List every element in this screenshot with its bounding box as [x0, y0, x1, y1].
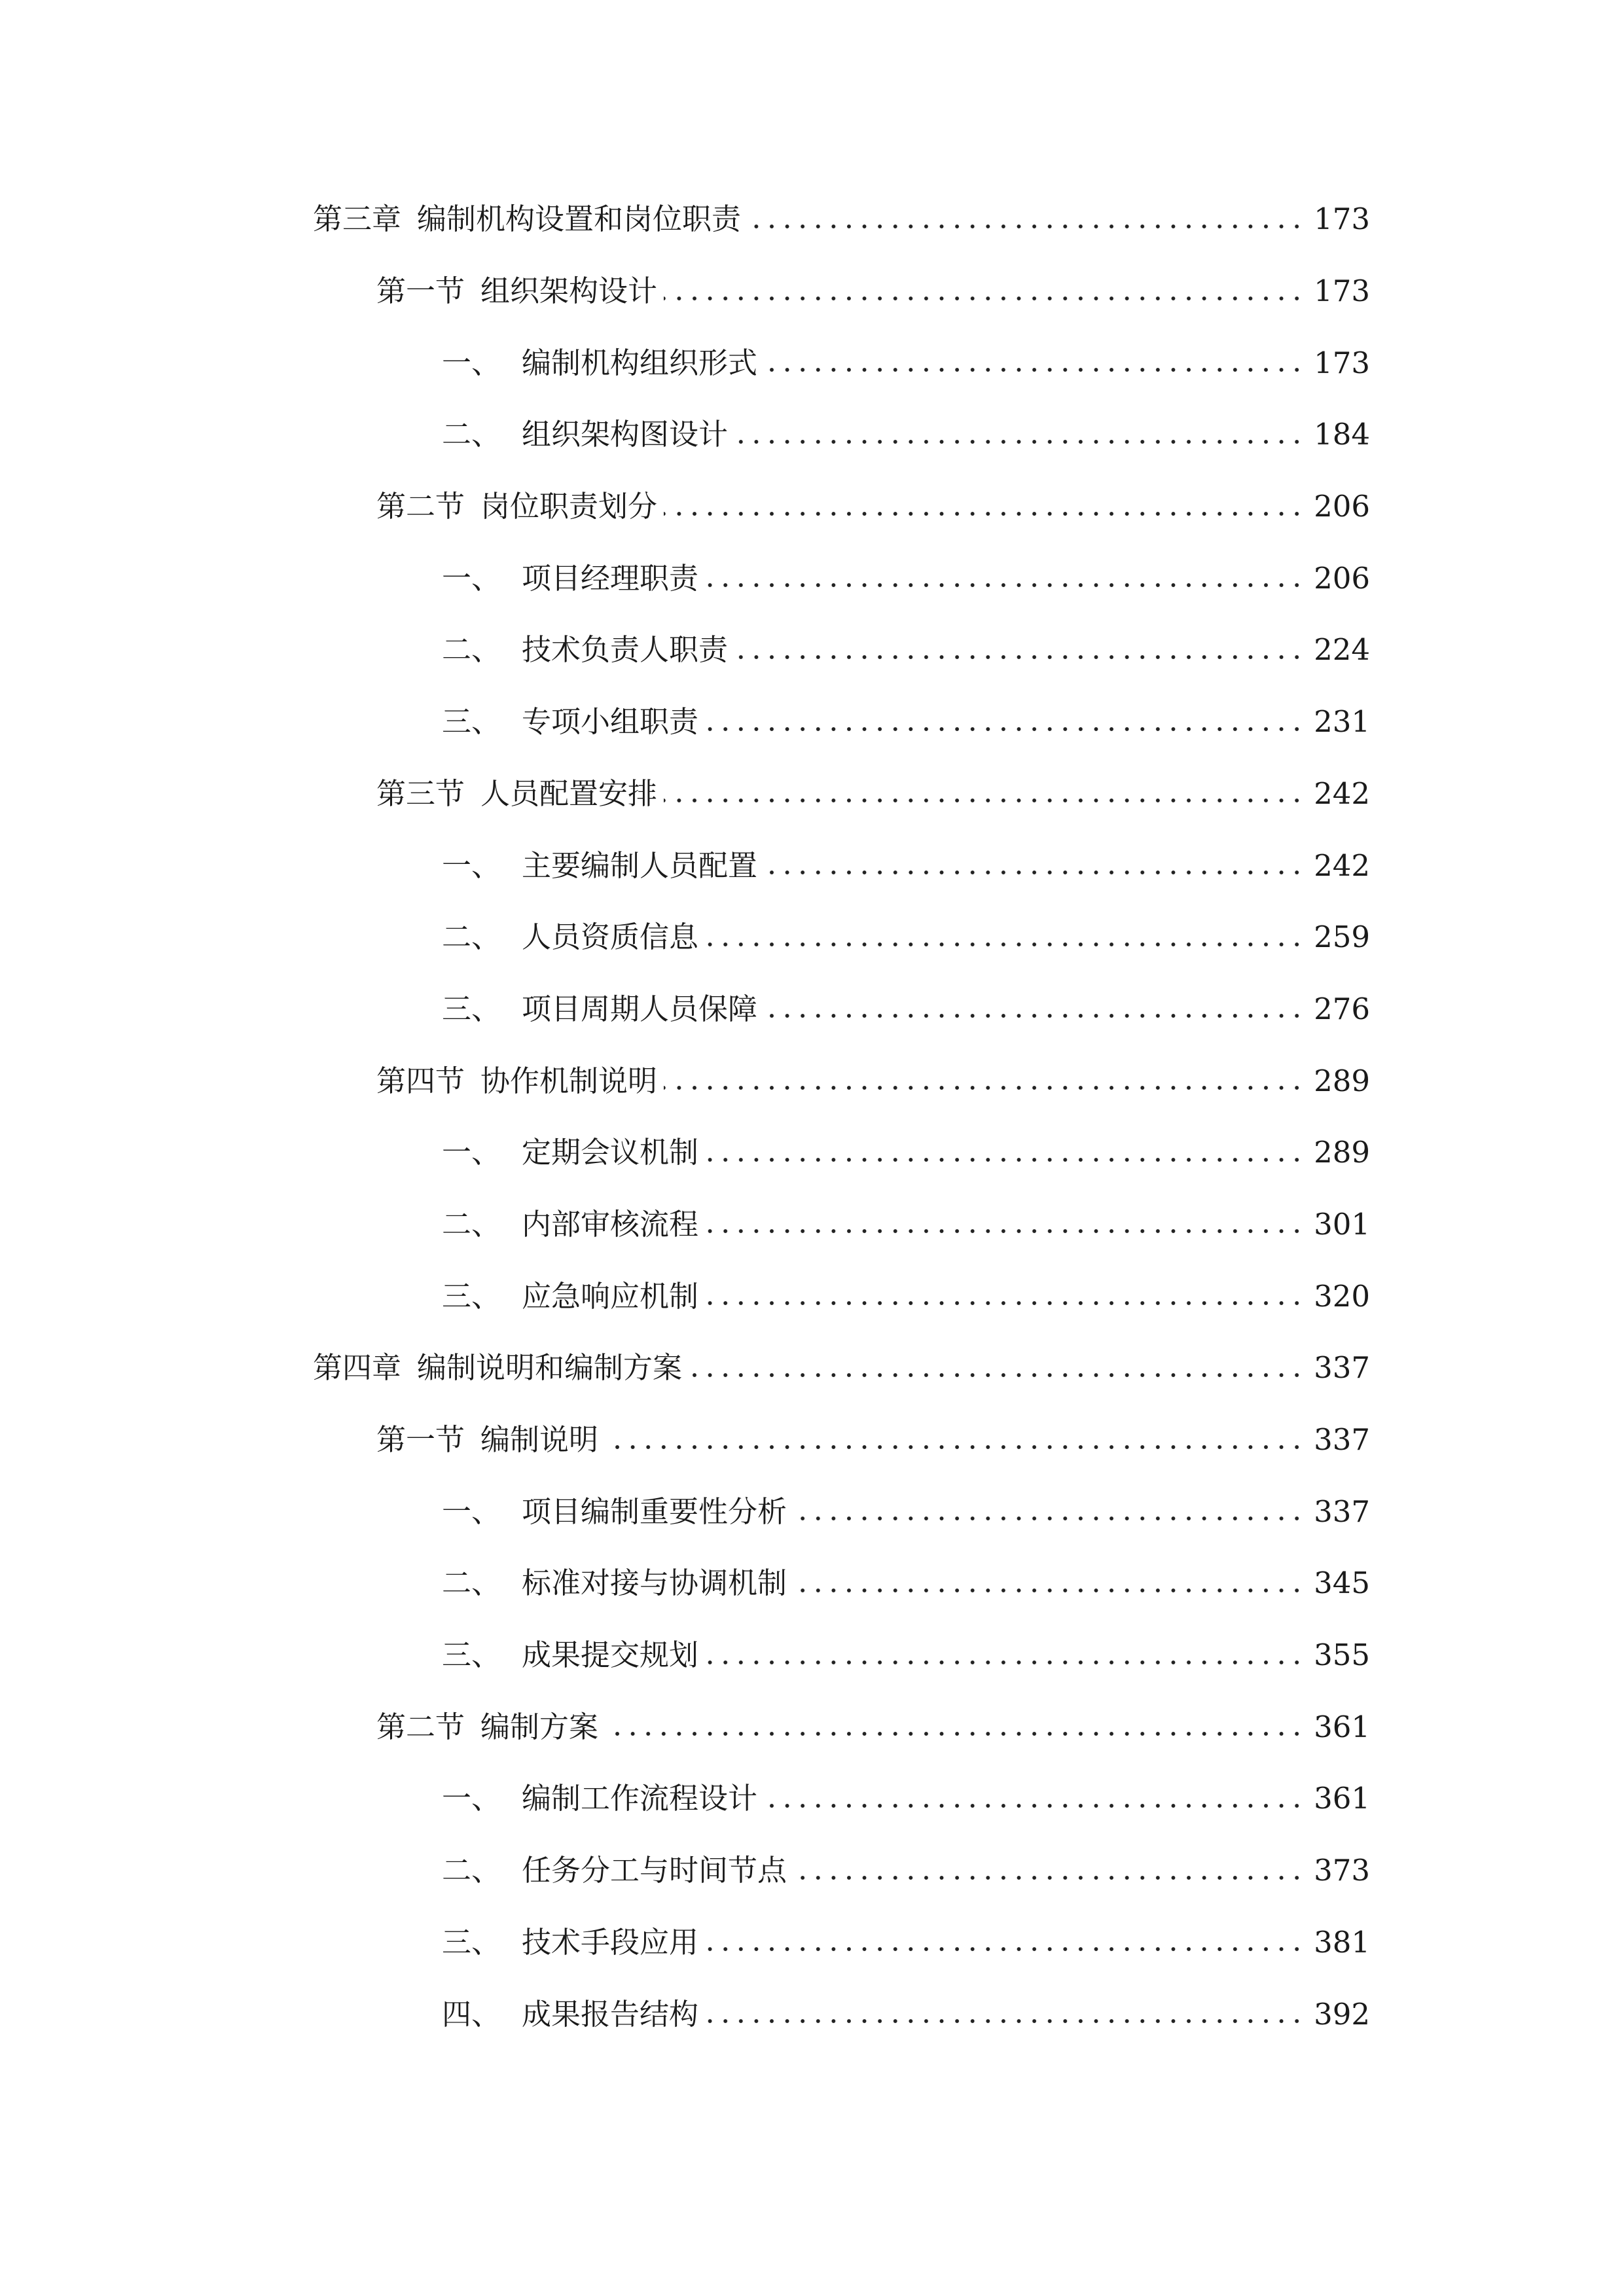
toc-page-number: 276: [1314, 991, 1370, 1026]
toc-subsection-entry[interactable]: [0, 973, 1624, 1045]
toc-subsection-entry[interactable]: [0, 1978, 1624, 2050]
dot-leader: [705, 1300, 1305, 1306]
toc-page-number: 259: [1314, 920, 1370, 955]
toc-section-entry[interactable]: [0, 1691, 1624, 1763]
dot-leader: [705, 2018, 1305, 2024]
toc-page-number: 206: [1314, 489, 1370, 524]
toc-entry-number: 三、: [442, 1638, 501, 1673]
toc-entry-number: 三、: [442, 1924, 501, 1960]
dot-leader: [705, 726, 1305, 732]
toc-subsection-entry[interactable]: [0, 1619, 1624, 1691]
toc-page-number: 355: [1314, 1638, 1370, 1673]
toc-entry-title: 成果提交规划: [522, 1638, 699, 1673]
toc-entry-number: 二、: [442, 632, 501, 668]
toc-page-number: 231: [1314, 704, 1370, 740]
toc-entry-title: 编制方案: [480, 1709, 599, 1744]
toc-entry-number: 第一节: [376, 274, 465, 309]
toc-entry-number: 一、: [442, 1781, 501, 1816]
toc-section-entry[interactable]: [0, 471, 1624, 543]
toc-entry-title: 成果报告结构: [522, 1996, 699, 2032]
toc-page-number: 224: [1314, 632, 1370, 668]
toc-entry-title: 编制说明: [480, 1422, 599, 1458]
toc-entry-number: 二、: [442, 1206, 501, 1242]
toc-subsection-entry[interactable]: [0, 1475, 1624, 1547]
dot-leader: [793, 1515, 1305, 1522]
toc-entry-number: 四、: [442, 1996, 501, 2032]
toc-subsection-entry[interactable]: [0, 399, 1624, 471]
toc-page-number: 173: [1314, 345, 1370, 380]
toc-entry-title: 组织架构设计: [480, 274, 658, 309]
toc-subsection-entry[interactable]: [0, 327, 1624, 399]
toc-subsection-entry[interactable]: [0, 1763, 1624, 1835]
toc-entry-title: 项目编制重要性分析: [522, 1494, 787, 1529]
toc-section-entry[interactable]: [0, 1404, 1624, 1476]
dot-leader: [664, 295, 1305, 302]
toc-page-number: 337: [1314, 1494, 1370, 1529]
dot-leader: [664, 1085, 1305, 1091]
toc-entry-number: 第四节: [376, 1063, 465, 1098]
toc-entry-number: 二、: [442, 417, 501, 452]
toc-page-number: 381: [1314, 1924, 1370, 1960]
dot-leader: [705, 941, 1305, 948]
toc-page-number: 301: [1314, 1206, 1370, 1242]
toc-page-number: 320: [1314, 1278, 1370, 1314]
table-of-contents: [0, 183, 1624, 2050]
toc-subsection-entry[interactable]: [0, 1907, 1624, 1979]
dot-leader: [664, 797, 1305, 804]
toc-entry-number: 三、: [442, 1278, 501, 1314]
toc-entry-title: 人员资质信息: [522, 920, 699, 955]
toc-page-number: 289: [1314, 1063, 1370, 1098]
dot-leader: [793, 1587, 1305, 1594]
toc-entry-title: 编制机构设置和岗位职责: [417, 202, 742, 237]
toc-entry-title: 应急响应机制: [522, 1278, 699, 1314]
toc-entry-number: 二、: [442, 920, 501, 955]
toc-page-number: 337: [1314, 1350, 1370, 1386]
dot-leader: [764, 1013, 1305, 1019]
toc-entry-title: 人员配置安排: [480, 776, 658, 811]
toc-entry-title: 编制工作流程设计: [522, 1781, 758, 1816]
toc-page-number: 373: [1314, 1853, 1370, 1888]
toc-page-number: 173: [1314, 274, 1370, 309]
toc-entry-number: 第一节: [376, 1422, 465, 1458]
toc-entry-title: 编制说明和编制方案: [417, 1350, 683, 1386]
dot-leader: [705, 1157, 1305, 1163]
toc-subsection-entry[interactable]: [0, 1835, 1624, 1907]
toc-page-number: 361: [1314, 1709, 1370, 1744]
toc-entry-title: 岗位职责划分: [480, 489, 658, 524]
dot-leader: [605, 1444, 1305, 1450]
dot-leader: [605, 1731, 1305, 1737]
toc-entry-number: 三、: [442, 991, 501, 1026]
toc-page-number: 392: [1314, 1996, 1370, 2032]
toc-entry-title: 任务分工与时间节点: [522, 1853, 787, 1888]
toc-entry-title: 项目周期人员保障: [522, 991, 758, 1026]
toc-entry-number: 第四章: [313, 1350, 402, 1386]
toc-entry-title: 编制机构组织形式: [522, 345, 758, 380]
dot-leader: [793, 1874, 1305, 1881]
toc-entry-number: 一、: [442, 345, 501, 380]
toc-entry-title: 技术手段应用: [522, 1924, 699, 1960]
toc-section-entry[interactable]: [0, 255, 1624, 327]
toc-entry-title: 定期会议机制: [522, 1135, 699, 1170]
toc-subsection-entry[interactable]: [0, 1117, 1624, 1189]
dot-leader: [664, 511, 1305, 517]
toc-entry-number: 二、: [442, 1853, 501, 1888]
dot-leader: [705, 1659, 1305, 1666]
toc-section-entry[interactable]: [0, 758, 1624, 830]
toc-entry-title: 标准对接与协调机制: [522, 1566, 787, 1601]
toc-entry-title: 组织架构图设计: [522, 417, 729, 452]
toc-entry-title: 内部审核流程: [522, 1206, 699, 1242]
toc-entry-number: 二、: [442, 1566, 501, 1601]
toc-section-entry[interactable]: [0, 1045, 1624, 1117]
toc-entry-number: 一、: [442, 848, 501, 883]
dot-leader: [705, 582, 1305, 588]
toc-subsection-entry[interactable]: [0, 614, 1624, 686]
dot-leader: [764, 1803, 1305, 1809]
toc-page-number: 242: [1314, 776, 1370, 811]
dot-leader: [748, 223, 1305, 230]
toc-subsection-entry[interactable]: [0, 686, 1624, 758]
toc-entry-title: 项目经理职责: [522, 560, 699, 596]
toc-entry-number: 一、: [442, 560, 501, 596]
toc-page-number: 345: [1314, 1566, 1370, 1601]
toc-subsection-entry[interactable]: [0, 542, 1624, 614]
toc-entry-number: 三、: [442, 704, 501, 740]
dot-leader: [689, 1372, 1305, 1378]
toc-entry-title: 专项小组职责: [522, 704, 699, 740]
toc-entry-number: 第二节: [376, 489, 465, 524]
dot-leader: [734, 439, 1305, 445]
dot-leader: [734, 654, 1305, 660]
toc-subsection-entry[interactable]: [0, 829, 1624, 901]
toc-chapter-entry[interactable]: [0, 1332, 1624, 1404]
toc-page-number: 289: [1314, 1135, 1370, 1170]
toc-entry-title: 技术负责人职责: [522, 632, 729, 668]
dot-leader: [705, 1228, 1305, 1234]
dot-leader: [764, 367, 1305, 373]
dot-leader: [705, 1946, 1305, 1952]
toc-entry-number: 一、: [442, 1494, 501, 1529]
toc-page-number: 173: [1314, 202, 1370, 237]
toc-page-number: 361: [1314, 1781, 1370, 1816]
toc-entry-title: 协作机制说明: [480, 1063, 658, 1098]
toc-page-number: 337: [1314, 1422, 1370, 1458]
toc-page-number: 242: [1314, 848, 1370, 883]
toc-subsection-entry[interactable]: [0, 1189, 1624, 1261]
toc-page-number: 206: [1314, 560, 1370, 596]
toc-entry-title: 主要编制人员配置: [522, 848, 758, 883]
toc-chapter-entry[interactable]: [0, 183, 1624, 255]
toc-subsection-entry[interactable]: [0, 901, 1624, 973]
toc-subsection-entry[interactable]: [0, 1260, 1624, 1332]
toc-entry-number: 第三节: [376, 776, 465, 811]
toc-page-number: 184: [1314, 417, 1370, 452]
toc-entry-number: 第二节: [376, 1709, 465, 1744]
toc-entry-number: 一、: [442, 1135, 501, 1170]
toc-entry-number: 第三章: [313, 202, 402, 237]
dot-leader: [764, 869, 1305, 876]
toc-subsection-entry[interactable]: [0, 1547, 1624, 1619]
